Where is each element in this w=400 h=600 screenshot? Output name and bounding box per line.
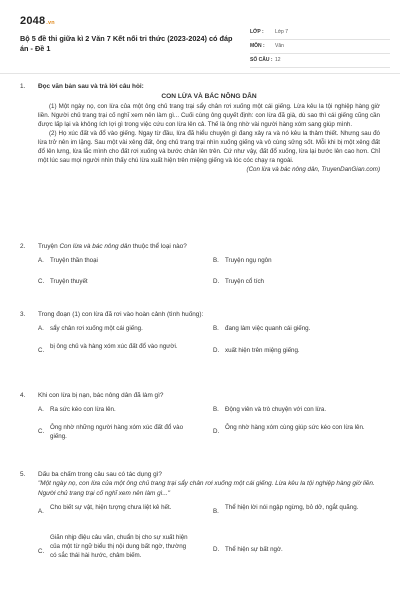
header-divider [0,73,400,74]
option-d[interactable] [213,546,373,555]
header [20,14,390,64]
option-c[interactable] [38,534,188,561]
site-logo[interactable] [20,14,55,30]
question-number: 1. [20,83,26,90]
option-text: đang làm việc quanh cái giếng. [225,325,311,333]
meta-value: Lớp 7 [275,29,289,35]
question-prompt: Khi con lừa bị nạn, bác nông dân đã làm gì? [38,392,164,399]
meta-label: MÔN : [250,43,265,49]
option-text: Truyện thuyết [50,278,88,286]
question-prompt [38,242,380,251]
question-prompt: Đọc văn bản sau và trả lời câu hỏi: [38,83,144,90]
passage-title: CON LỪA VÀ BÁC NÔNG DÂN [161,93,257,101]
option-text: Ra sức kéo con lừa lên. [50,406,116,414]
option-b[interactable] [213,406,373,415]
meta-row-class [250,26,390,40]
option-text: Cho biết sự vật, hiện tượng chưa liệt kê hết. [50,503,172,511]
question-prompt: Dấu ba chấm trong câu sau có tác dụng gì? [38,471,162,478]
question-number: 2. [20,243,26,250]
question-number: 3. [20,311,26,318]
option-text: Truyện ngụ ngôn [225,257,272,265]
option-b[interactable] [213,325,373,334]
passage-paragraph-1: (1) Một ngày nọ, con lừa của một ông chủ trang trại sẩy chân rơi xuống một cái giếng. Lừa kêu la tội nghiệp hàng giờ liền. Người chủ trang trại cố nghĩ xem nên làm gì... Cuối cùng ông quyết định: con lừa đã già, dù sao thì cái giếng cũng cần được lấp lại và không ích lợi gì trong việc cứu con lừa lên cả. Thế là ông nhờ vài người hàng xóm sang giúp mình. [38,102,380,128]
document-title: Bộ 5 đề thi giữa kì 2 Văn 7 Kết nối tri thức (2023-2024) có đáp án - Đề 1 [20,34,233,53]
option-letter: D. [213,545,220,553]
question-quote: "Một ngày nọ, con lừa của một ông chủ trang trại sẩy chân rơi xuống một cái giếng. Lừa kêu la tội nghiệp hàng giờ liền. Người chủ trang trại cố nghĩ xem nên làm gì..." [38,480,375,497]
option-c[interactable] [38,278,198,287]
option-letter: B. [213,257,219,265]
option-letter: B. [213,406,219,414]
option-letter: A. [38,507,44,515]
option-d[interactable] [213,278,373,287]
question-1 [20,82,380,175]
question-5 [20,470,380,594]
option-letter: D. [213,347,220,355]
option-letter: C. [38,428,45,436]
option-letter: A. [38,257,44,265]
option-text: bị ông chủ và hàng xóm xúc đất đổ vào người. [50,343,178,351]
option-text: Thể hiện lời nói ngập ngừng, bỏ dở, ngắt quãng. [225,503,359,511]
reading-passage [38,92,380,174]
option-a[interactable] [38,325,198,334]
passage-paragraph-2: (2) Họ xúc đất và đổ vào giếng. Ngay từ đầu, lừa đã hiểu chuyện gì đang xảy ra và nó kêu la thảm thiết. Nhưng sau đó lừa trở nên im lặng. Sau một vài xẻng đất, ông chủ trang trại nhìn xuống giếng và vô cùng sửng sốt. Mỗi khi bị một xẻng đất đổ lên lưng, lừa lắc mình cho đất rơi xuống và bước chân lên trên. Cứ như vậy, đất đổ xuống, lừa lại bước lên cao hơn. Chỉ một lúc sau mọi người nhìn thấy chú lừa xuất hiện trên miệng giếng và lóc cóc chạy ra ngoài. [38,129,380,164]
option-text: Ông nhờ hàng xóm cùng giúp sức kéo con lừa lên. [225,424,365,432]
option-a[interactable] [38,504,188,513]
meta-value: Văn [275,43,284,49]
logo-suffix: .vn [46,20,55,26]
option-letter: C. [38,547,45,555]
option-text: Giãn nhịp điệu câu văn, chuẩn bị cho sự xuất hiện của một từ ngữ biểu thị nội dung bất ngờ, thường có sắc thái hài hước, châm biếm. [50,533,188,559]
meta-row-subject [250,40,390,54]
option-letter: C. [38,347,45,355]
option-b[interactable] [213,257,373,266]
option-letter: C. [38,278,45,286]
meta-table [250,26,390,68]
question-2 [20,242,380,297]
option-letter: B. [213,325,219,333]
question-number: 5. [20,471,26,478]
option-c[interactable] [38,424,193,442]
option-letter: B. [213,507,219,515]
question-prompt: Trong đoạn (1) con lừa đã rơi vào hoàn cảnh (tình huống): [38,311,204,318]
meta-label: SỐ CÂU : [250,57,273,63]
meta-value: 12 [275,57,281,63]
option-letter: D. [213,278,220,286]
meta-row-count [250,54,390,68]
option-text: Thể hiện sự bất ngờ. [225,545,283,553]
meta-label: LỚP : [250,29,264,35]
option-d[interactable] [213,347,373,356]
option-text: Ông nhờ những người hàng xóm xúc đất đổ vào giếng. [50,424,184,441]
prompt-after: thuộc thể loại nào? [131,243,187,250]
passage-source: (Con lừa và bác nông dân, TruyenDanGian.com) [246,165,380,173]
question-4 [20,391,380,454]
prompt-before: Truyện [38,243,60,250]
option-text: Truyện cổ tích [225,278,264,286]
options [38,325,380,375]
prompt-italic-title: Con lừa và bác nông dân [59,243,131,250]
option-b[interactable] [213,504,363,513]
option-text: Động viên và trò chuyện với con lừa. [225,406,327,414]
option-letter: A. [38,325,44,333]
options [38,504,380,594]
option-a[interactable] [38,257,198,266]
logo-main: 2048 [20,15,46,27]
option-letter: A. [38,406,44,414]
options [38,406,380,454]
option-text: Truyện thần thoại [50,257,98,265]
options [38,257,380,297]
option-a[interactable] [38,406,198,415]
option-text: xuất hiện trên miệng giếng. [225,347,300,355]
question-number: 4. [20,392,26,399]
option-letter: D. [213,428,220,436]
option-c[interactable] [38,343,188,355]
option-d[interactable] [213,424,373,436]
option-text: sẩy chân rơi xuống một cái giếng. [50,325,143,333]
question-3 [20,310,380,375]
